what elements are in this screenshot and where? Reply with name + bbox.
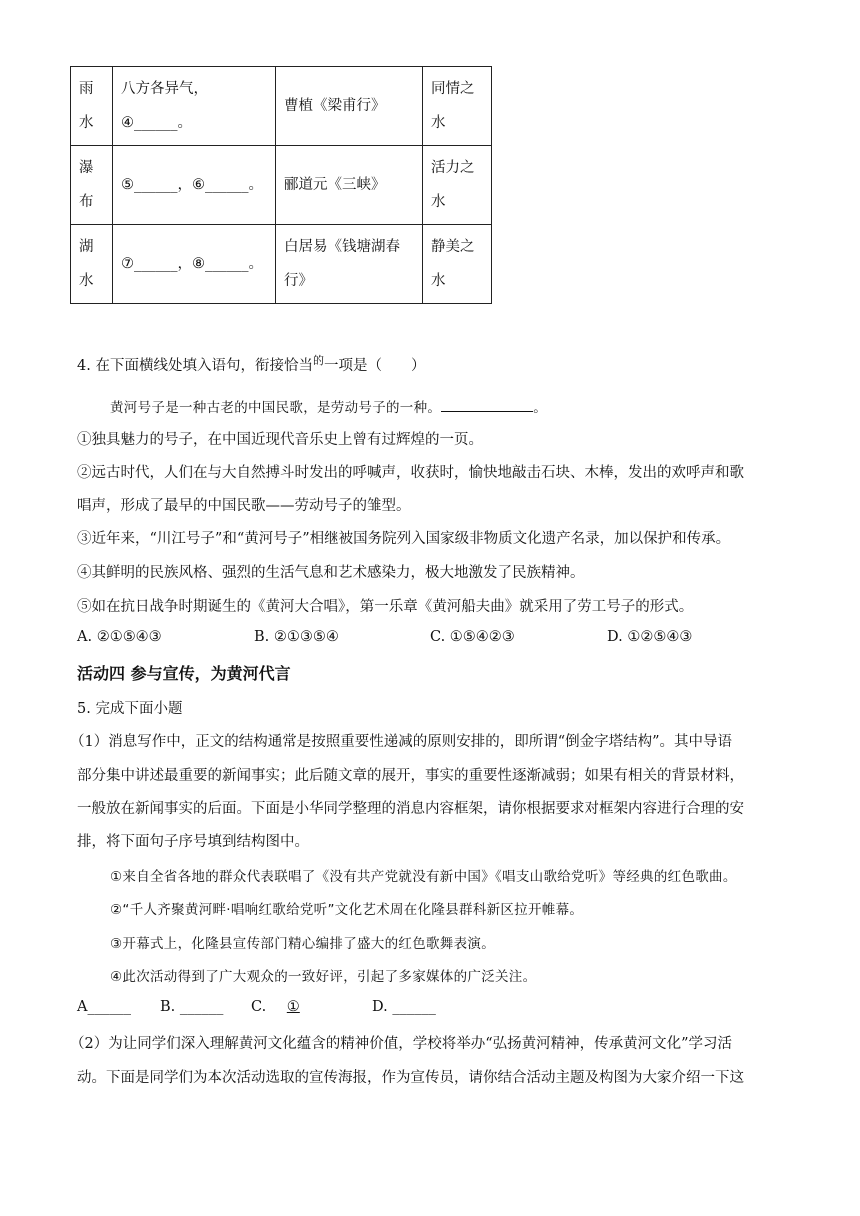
table-cell: 曹植《梁甫行》: [276, 67, 423, 146]
option-c[interactable]: C. ①⑤④②③: [430, 629, 515, 645]
item-1: ①来自全省各地的群众代表联唱了《没有共产党就没有新中国》《唱支山歌给党听》等经典的红色歌曲。: [110, 869, 737, 885]
table-cell: 白居易《钱塘湖春 行》: [276, 225, 423, 304]
answer-b[interactable]: B. ______: [160, 999, 224, 1015]
option-b[interactable]: B. ②①③⑤④: [254, 629, 339, 645]
table-cell: 静美之 水: [423, 225, 492, 304]
item-3: ③开幕式上，化隆县宣传部门精心编排了盛大的红色歌舞表演。: [110, 936, 496, 952]
table-row: [71, 225, 492, 304]
item-2: ②“千人齐聚黄河畔·唱响红歌给党听”文化艺术周在化隆县群科新区拉开帷幕。: [110, 902, 584, 918]
sentence-2-line-1: ②远古时代，人们在与大自然搏斗时发出的呼喊声，收获时，愉快地敲击石块、木棒，发出的欢呼声和歌: [77, 465, 744, 481]
table-cell: 活力之 水: [423, 146, 492, 225]
sentence-5: ⑤如在抗日战争时期诞生的《黄河大合唱》，第一乐章《黄河船夫曲》就采用了劳工号子的形式。: [77, 599, 694, 615]
item-4: ④此次活动得到了广大观众的一致好评，引起了多家媒体的广泛关注。: [110, 969, 537, 985]
q5-part2-line-1: （2）为让同学们深入理解黄河文化蕴含的精神价值，学校将举办“弘扬黄河精神，传承黄河文化”学习活: [70, 1036, 733, 1052]
activity-4-heading: 活动四 参与宣传，为黄河代言: [77, 664, 291, 683]
q5-part2-line-2: 动。下面是同学们为本次活动选取的宣传海报，作为宣传员，请你结合活动主题及构图为大家介绍一下这: [77, 1070, 744, 1086]
table-cell: 湖 水: [71, 225, 113, 304]
answer-d[interactable]: D. ______: [372, 999, 436, 1015]
q5-part1-line-3: 一般放在新闻事实的后面。下面是小华同学整理的消息内容框架，请你根据要求对框架内容进行合理的安: [77, 801, 744, 817]
answer-blank: [441, 399, 533, 412]
table-cell: 雨 水: [71, 67, 113, 146]
table-cell: ⑦______，⑧______。: [113, 225, 276, 304]
table-cell: 瀑 布: [71, 146, 113, 225]
poem-table: [70, 66, 492, 304]
answer-c-value: ①: [286, 999, 300, 1015]
question-5-stem: 5. 完成下面小题: [77, 701, 183, 717]
answer-c[interactable]: C. ①: [251, 999, 324, 1015]
sentence-4: ④其鲜明的民族风格、强烈的生活气息和艺术感染力，极大地激发了民族精神。: [77, 565, 585, 581]
option-d[interactable]: D. ①②⑤④③: [607, 629, 693, 645]
sentence-1: ①独具魅力的号子，在中国近现代音乐史上曾有过辉煌的一页。: [77, 432, 483, 448]
q5-part1-line-2: 部分集中讲述最重要的新闻事实；此后随文章的展开，事实的重要性逐渐减弱；如果有相关的背景材料，: [77, 768, 744, 784]
table-cell: ⑤______，⑥______。: [113, 146, 276, 225]
question-4-stem: 4. 在下面横线处填入语句，衔接恰当$^的$一项是（ ）: [77, 354, 426, 374]
sentence-2-line-2: 唱声，形成了最早的中国民歌——劳动号子的雏型。: [77, 498, 411, 514]
q5-part1-line-4: 排，将下面句子序号填到结构图中。: [77, 834, 309, 850]
table-cell: 八方各异气， ④______。: [113, 67, 276, 146]
table-row: [71, 146, 492, 225]
table-cell: 郦道元《三峡》: [276, 146, 423, 225]
table-row: [71, 67, 492, 146]
question-4-passage: 黄河号子是一种古老的中国民歌，是劳动号子的一种。 。: [110, 400, 548, 416]
sentence-3: ③近年来，“川江号子”和“黄河号子”相继被国务院列入国家级非物质文化遗产名录，加以保护和传承。: [77, 531, 731, 547]
option-a[interactable]: A. ②①⑤④③: [77, 629, 162, 645]
q5-part1-line-1: （1）消息写作中，正文的结构通常是按照重要性递减的原则安排的，即所谓“倒金字塔结构”。其中导语: [70, 734, 733, 750]
table-cell: 同情之 水: [423, 67, 492, 146]
answer-a[interactable]: A______: [77, 999, 131, 1015]
